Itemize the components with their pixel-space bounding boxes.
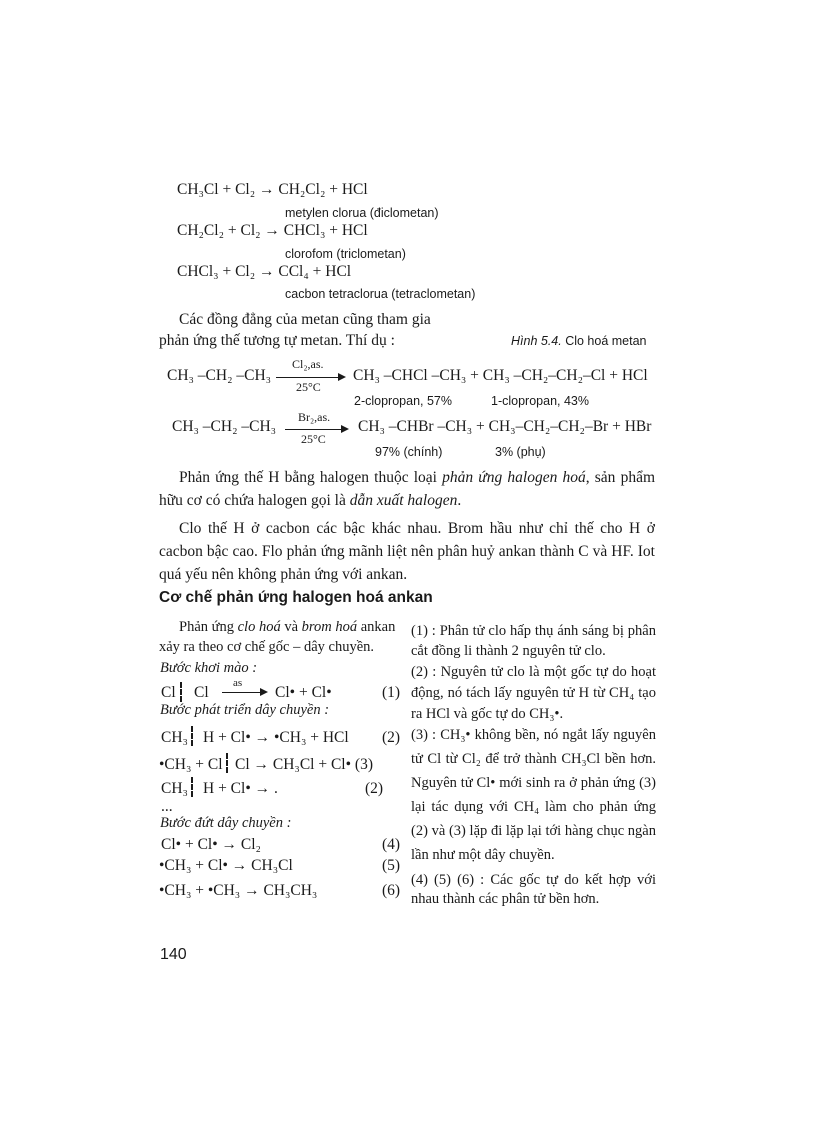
prop3-right: H + Cl• → . [203,780,278,797]
bromination-arrow [285,429,343,430]
mechanism-intro-2: và [280,619,302,635]
bond-break-mark [191,726,195,746]
init-products: Cl• + Cl• [275,684,332,701]
bond-break-mark [226,753,230,773]
chlorination-arrow-head [338,373,346,381]
term1-equation: Cl• + Cl• → Cl₂ [161,836,261,853]
reaction-1-formula: CH₃Cl + Cl₂ → CH₂Cl₂ + HCl [177,181,368,198]
bond-break-mark [191,777,195,797]
homologs-line-1: Các đồng đẳng của metan cũng tham gia [179,311,431,328]
step-termination-heading: Bước đứt dây chuyền : [160,815,292,831]
init-number: (1) [382,684,401,701]
mechanism-intro-3: ankan xảy ra theo cơ chế gốc – dây chuyền. [159,619,396,655]
init-left-cl: Cl [161,684,176,701]
figure-caption [511,334,647,348]
reaction-2-product-name: clorofom (triclometan) [285,247,406,261]
chlorination-condition-bottom: 25°C [296,380,321,394]
propane-chlorination-reactant: CH₃ –CH₂ –CH₃ [167,367,272,384]
bromination-arrow-head [341,425,349,433]
prop1-number: (2) [382,729,401,746]
halogenation-text-2: , sản phẩm hữu cơ có chứa halogen gọi là [159,469,656,509]
reaction-2-formula: CH₂Cl₂ + Cl₂ → CHCl₃ + HCl [177,222,368,239]
prop2-right: Cl → CH₃Cl + Cl• (3) [235,756,373,773]
reaction-3-product-name: cacbon tetraclorua (tetraclometan) [285,287,476,301]
bromination-product-note-1: 97% (chính) [375,445,443,459]
chlorination-product-note-1: 2-clopropan, 57% [354,394,452,408]
chlorination-condition-top: Cl₂,as. [292,357,324,371]
halogenation-text-1: Phản ứng thế H bằng halogen thuộc loại [179,469,443,486]
step-initiation-heading: Bước khơi mào : [160,660,258,676]
prop3-left: CH₃ [161,780,188,797]
ellipsis: ... [161,798,173,815]
mechanism-note-4: (4) (5) (6) : Các gốc tự do kết hợp với nhau thành các phân tử bền hơn. [411,872,656,907]
mechanism-note-2: (2) : Nguyên tử clo là một gốc tự do hoạt động, nó tách lấy nguyên tử H từ CH₄ tạo ra HCl và gốc tự do CH₃•. [411,664,656,722]
mechanism-note-1: (1) : Phân tử clo hấp thụ ánh sáng bị phân cắt đồng li thành 2 nguyên tử clo. [411,623,656,659]
prop3-number: (2) [365,780,384,797]
bromination-product-note-2: 3% (phụ) [495,445,546,459]
init-right-cl: Cl [194,684,209,701]
section-heading: Cơ chế phản ứng halogen hoá ankan [159,589,433,606]
halogenation-paragraph [159,466,655,512]
prop1-right: H + Cl• → •CH₃ + HCl [203,729,349,746]
mechanism-intro [159,617,404,657]
halogenation-term: phản ứng halogen hoá [442,469,586,486]
mechanism-intro-chlorination: clo hoá [237,619,281,635]
reaction-1-product-name: metylen clorua (điclometan) [285,206,439,220]
propane-bromination-reactant: CH₃ –CH₂ –CH₃ [172,418,277,435]
halogen-derivative-term: dẫn xuất halogen [349,492,458,509]
homologs-line-2: phản ứng thế tương tự metan. Thí dụ : [159,332,395,349]
propane-chlorination-products: CH₃ –CHCl –CH₃ + CH₃ –CH₂–CH₂–Cl + HCl [353,367,648,384]
reaction-3-formula: CHCl₃ + Cl₂ → CCl₄ + HCl [177,263,352,280]
init-arrow [222,692,262,693]
bromination-condition-bottom: 25°C [301,432,326,446]
term2-equation: •CH₃ + Cl• → CH₃Cl [159,857,293,874]
bond-break-mark [180,682,184,702]
reactivity-paragraph: Clo thế H ở cacbon các bậc khác nhau. Brom hầu như chỉ thế cho H ở cacbon bậc cao. Flo phản ứng mãnh liệt nên phân huỷ ankan thành C và HF. Iot quá yếu nên không phản ứng với ankan. [159,520,655,583]
step-propagation-heading: Bước phát triển dây chuyền : [160,702,330,718]
chlorination-arrow [276,377,340,378]
chlorination-product-note-2: 1-clopropan, 43% [491,394,589,408]
init-arrow-head [260,688,268,696]
mechanism-intro-bromination: brom hoá [301,619,358,635]
term1-number: (4) [382,836,401,853]
bromination-condition-top: Br₂,as. [298,410,331,424]
term3-equation: •CH₃ + •CH₃ → CH₃CH₃ [159,882,318,899]
prop1-left: CH₃ [161,729,188,746]
prop2-left: •CH₃ + Cl [159,756,223,773]
halogenation-text-3: . [457,492,462,509]
init-condition: as [233,677,243,689]
mechanism-intro-1: Phản ứng [179,619,238,635]
mechanism-note-3: (3) : CH₃• không bền, nó ngắt lấy nguyên tử Cl từ Cl₂ để trở thành CH₃Cl bền hơn. Nguyên tử Cl• mới sinh ra ở phản ứng (3) lại tác dụng với CH₄ làm cho phản ứng (2) và (3) lặp đi lặp lại tới hàng chục ngàn lần như một dây chuyền. [411,727,656,863]
term3-number: (6) [382,882,401,899]
propane-bromination-products: CH₃ –CHBr –CH₃ + CH₃–CH₂–CH₂–Br + HBr [358,418,652,435]
page-number: 140 [160,946,187,963]
figure-caption-text: Clo hoá metan [561,334,647,348]
figure-caption-label: Hình 5.4. [511,334,562,348]
term2-number: (5) [382,857,401,874]
